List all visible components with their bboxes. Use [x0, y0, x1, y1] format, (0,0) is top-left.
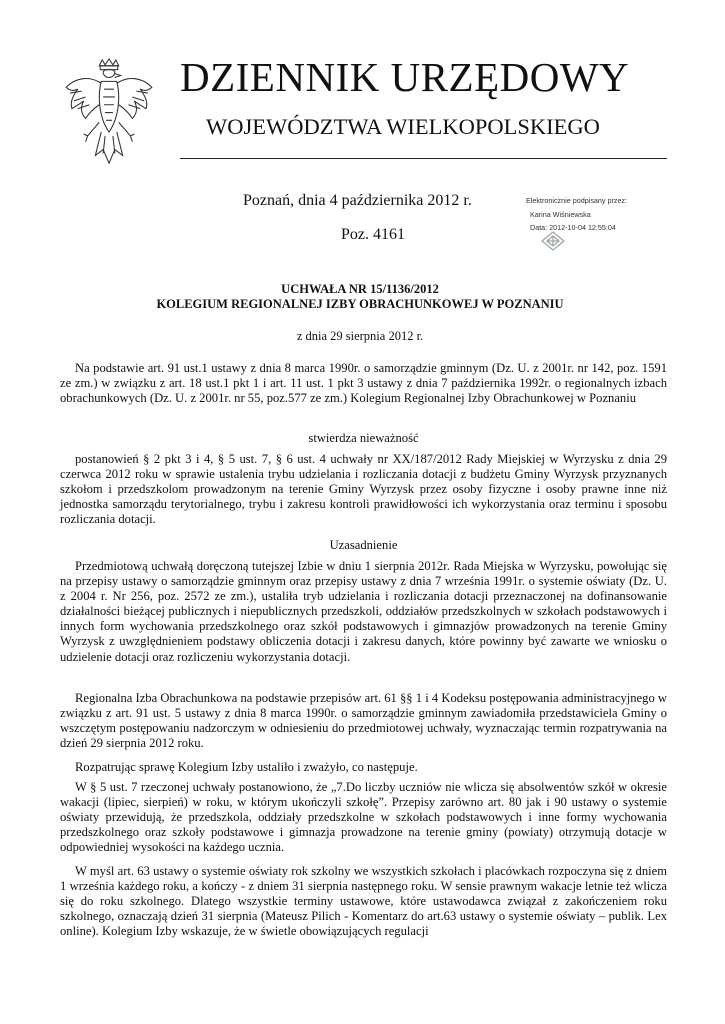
- declaration-paragraph: postanowień § 2 pkt 3 i 4, § 5 ust. 7, § 6 ust. 4 uchwały nr XX/187/2012 Rady Miejskiej w Wyrzysku z dnia 29 czerwca 2012 roku w sprawie ustalenia trybu udzielania i rozliczania dotacji z budżetu Gminy Wyrzysk przyznanych szkołom i przedszkolom prowadzonym na terenie Gminy Wyrzysk przez osoby fizyczne i osoby prawne inne niż jednostka samorządu terytorialnego, trybu i zakresu kontroli prawidłowości ich wykorzystania oraz terminu i sposobu rozliczania dotacji.: [60, 452, 667, 527]
- resolution-date: z dnia 29 sierpnia 2012 r.: [296, 329, 424, 343]
- masthead-divider: [180, 158, 667, 159]
- signature-line-1: Elektronicznie podpisany przez:: [526, 196, 628, 205]
- signature-signer: Karina Wiśniewska: [530, 210, 591, 219]
- electronic-signature: [526, 196, 656, 266]
- justification-heading: Uzasadnienie: [329, 538, 398, 552]
- place-and-date: Poznań, dnia 4 października 2012 r.: [243, 192, 472, 209]
- justification-paragraph-4: W § 5 ust. 7 rzeczonej uchwały postanowiono, że „7.Do liczby uczniów nie wlicza się absolwentów szkół w okresie wakacji (lipiec, sierpień) w roku, w którym ukończyli szkołę”. Przepisy zarówno art. 80 jak i 90 ustawy o systemie oświaty przewidują, że przedszkola, oddziały przedszkolne w szkołach podstawowych i inne formy wychowania przedszkolnego oraz szkoły podstawowe i gimnazja prowadzone na terenie gminy (powiaty) otrzymują dotacje w odpowiedniej wysokości na każdego ucznia.: [60, 780, 667, 855]
- justification-paragraph-3: Rozpatrując sprawę Kolegium Izby ustaliło i zważyło, co następuje.: [75, 760, 418, 774]
- resolution-issuer: KOLEGIUM REGIONALNEJ IZBY OBRACHUNKOWEJ W POZNANIU: [156, 297, 564, 311]
- signature-date: Data: 2012-10-04 12:55:04: [530, 223, 616, 232]
- white-eagle-emblem-icon: [60, 58, 158, 170]
- justification-paragraph-1: Przedmiotową uchwałą doręczoną tutejszej Izbie w dniu 1 sierpnia 2012r. Rada Miejska w Wyrzysku, powołując się na przepisy ustawy o samorządzie gminnym oraz przepisy ustawy z dnia 7 września 1991r. o systemie oświaty (Dz. U. z 2004 r. Nr 256, poz. 2572 ze zm.), ustaliła tryb udzielania i rozliczania dotacji przeznaczonej na dofinansowanie działalności bieżącej publicznych i niepublicznych przedszkoli, oddziałów przedszkolnych w szkołach podstawowych i innych form wychowania przedszkolnego oraz szkół podstawowych i gimnazjów prowadzonych na terenie Gminy Wyrzysk z uwzględnieniem podstawy obliczenia dotacji i zakresu danych, które powinny być zawarte we wniosku o udzielenie dotacji oraz rozliczeniu wykorzystania dotacji.: [60, 559, 667, 664]
- signature-stamp-icon: [540, 230, 566, 252]
- masthead-title: DZIENNIK URZĘDOWY: [180, 54, 630, 100]
- legal-basis-paragraph: Na podstawie art. 91 ust.1 ustawy z dnia 8 marca 1990r. o samorządzie gminnym (Dz. U. z 2001r. nr 142, poz. 1591 ze zm.) w związku z art. 18 ust.1 pkt 1 i art. 11 ust. 1 pkt 3 ustawy z dnia 7 października 1992r. o regionalnych izbach obrachunkowych (Dz. U. z 2001r. nr 55, poz.577 ze zm.) Kolegium Regionalnej Izby Obrachunkowej w Poznaniu: [60, 361, 667, 406]
- resolution-number: UCHWAŁA NR 15/1136/2012: [281, 282, 439, 296]
- masthead-subtitle: WOJEWÓDZTWA WIELKOPOLSKIEGO: [206, 114, 600, 139]
- position-number: Poz. 4161: [341, 226, 405, 243]
- declaration-line: stwierdza nieważność: [308, 431, 419, 445]
- justification-paragraph-2: Regionalna Izba Obrachunkowa na podstawie przepisów art. 61 §§ 1 i 4 Kodeksu postępowania administracyjnego w związku z art. 91 ust. 5 ustawy z dnia 8 marca 1990r. o samorządzie gminnym zawiadomiła przedstawiciela Gminy o wszczętym postępowaniu nadzorczym w odniesieniu do przedmiotowej uchwały, wyznaczając termin rozpatrywania na dzień 29 sierpnia 2012 roku.: [60, 691, 667, 751]
- justification-paragraph-5: W myśl art. 63 ustawy o systemie oświaty rok szkolny we wszystkich szkołach i placówkach rozpoczyna się z dniem 1 września każdego roku, a kończy - z dniem 31 sierpnia następnego roku. W sensie prawnym wakacje letnie też wlicza się do roku szkolnego. Dlatego wszystkie terminy ustawowe, które ustawodawca związał z zakończeniem roku szkolnego, oznaczają dzień 31 sierpnia (Mateusz Pilich - Komentarz do art.63 ustawy o systemie oświaty – publik. Lex online). Kolegium Izby wskazuje, że w świetle obowiązujących regulacji: [60, 864, 667, 939]
